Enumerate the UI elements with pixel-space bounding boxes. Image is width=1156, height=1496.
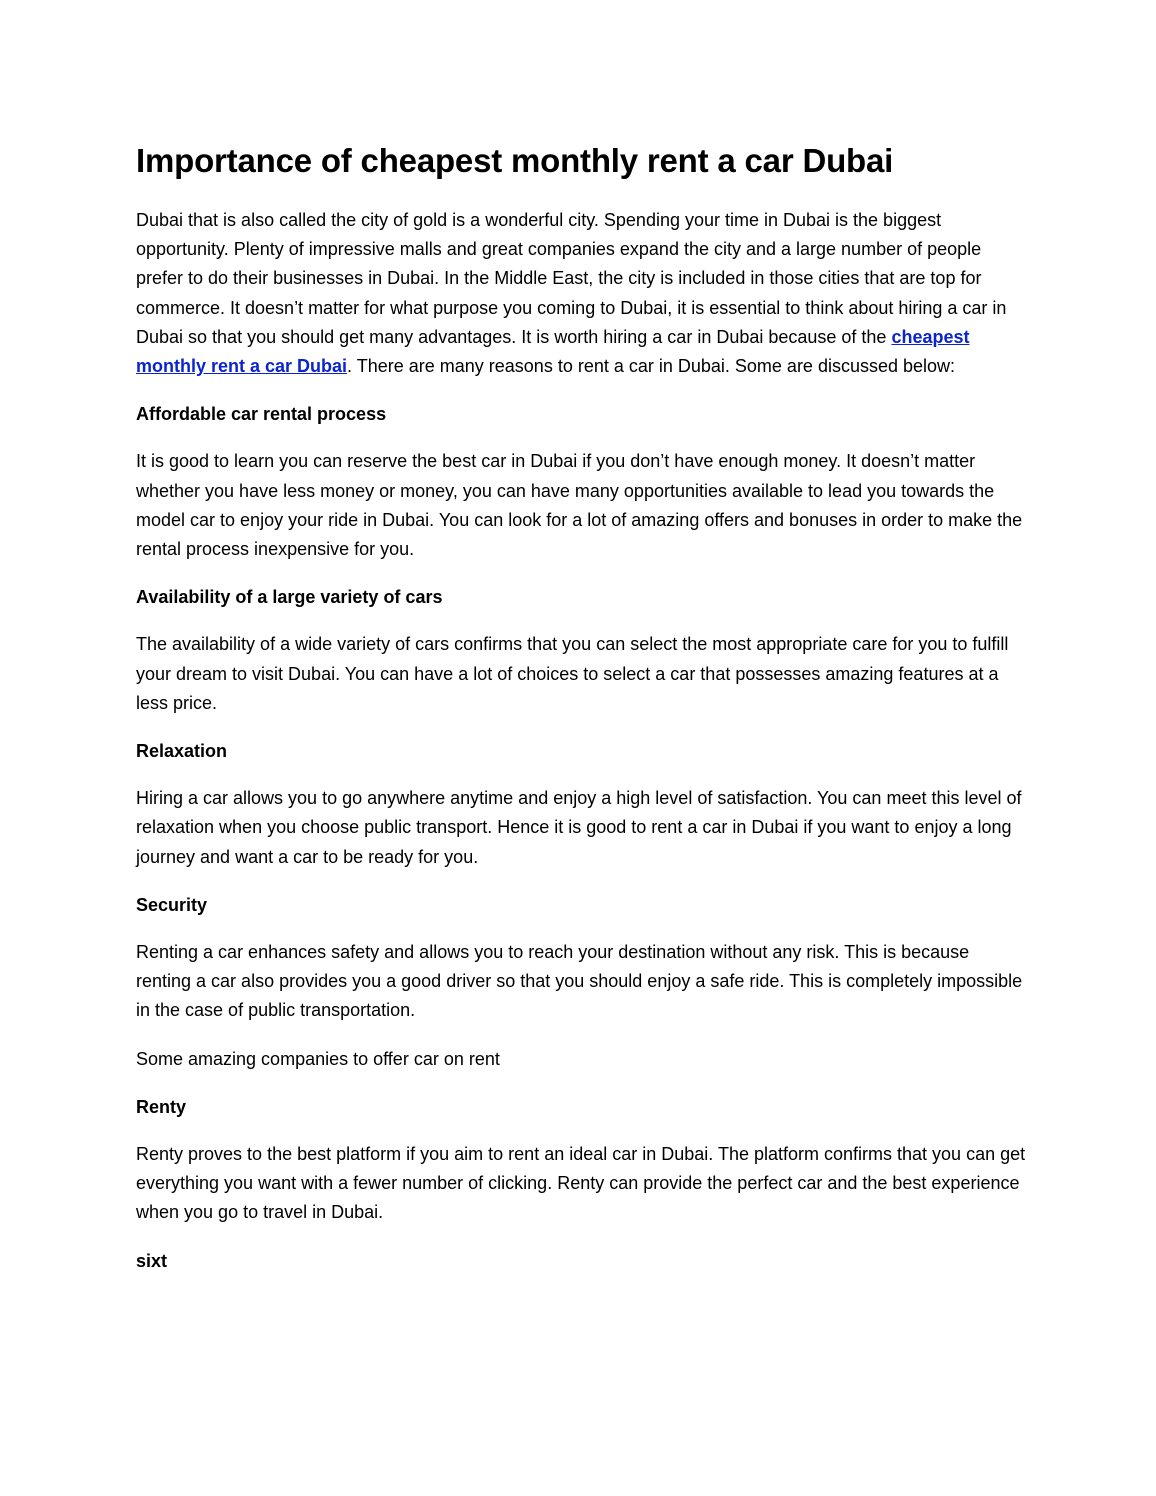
document-page bbox=[136, 138, 1026, 1294]
heading-sixt: sixt bbox=[136, 1250, 168, 1271]
paragraph-renty: Renty proves to the best platform if you aim to rent an ideal car in Dubai. The platform confirms that you can get everything you want with a fewer number of clicking. Renty can provide the perfect car and the best experience when you go to travel in Dubai. bbox=[136, 1144, 1026, 1223]
heading-availability: Availability of a large variety of cars bbox=[136, 587, 443, 608]
heading-renty: Renty bbox=[136, 1096, 187, 1117]
paragraph-relaxation: Hiring a car allows you to go anywhere anytime and enjoy a high level of satisfaction. You can meet this level of relaxation when you choose public transport. Hence it is good to rent a car in Dubai if you want to enjoy a long journey and want a car to be ready for you. bbox=[136, 788, 1022, 867]
cheapest-rent-link[interactable]: cheapest monthly rent a car Dubai bbox=[136, 326, 970, 377]
intro-text-before-link: Dubai that is also called the city of gold is a wonderful city. Spending your time in Dubai is the biggest opportunity. Plenty of impressive malls and great companies expand the city and a large number of people prefer to do their businesses in Dubai. In the Middle East, the city is included in those cities that are top for commerce. It doesn’t matter for what purpose you coming to Dubai, it is essential to think about hiring a car in Dubai so that you should get many advantages. It is worth hiring a car in Dubai because of the bbox=[136, 210, 1007, 347]
paragraph-security: Renting a car enhances safety and allows you to reach your destination without any risk. This is because renting a car also provides you a good driver so that you should enjoy a safe ride. This is completely impossible in the case of public transportation. bbox=[136, 942, 1023, 1021]
paragraph-affordable: It is good to learn you can reserve the best car in Dubai if you don’t have enough money. It doesn’t matter whether you have less money or money, you can have many opportunities available to lead you towards the model car to enjoy your ride in Dubai. You can look for a lot of amazing offers and bonuses in order to make the rental process inexpensive for you. bbox=[136, 451, 1023, 560]
heading-relaxation: Relaxation bbox=[136, 741, 228, 762]
companies-intro: Some amazing companies to offer car on rent bbox=[136, 1048, 500, 1069]
intro-text-after-link: . There are many reasons to rent a car in Dubai. Some are discussed below: bbox=[347, 356, 956, 377]
intro-paragraph bbox=[136, 206, 1026, 381]
paragraph-availability: The availability of a wide variety of cars confirms that you can select the most appropriate care for you to fulfill your dream to visit Dubai. You can have a lot of choices to select a car that possesses amazing features at a less price. bbox=[136, 634, 1009, 713]
heading-security: Security bbox=[136, 894, 208, 915]
heading-affordable: Affordable car rental process bbox=[136, 404, 387, 425]
document-title: Importance of cheapest monthly rent a car Dubai bbox=[136, 142, 894, 179]
